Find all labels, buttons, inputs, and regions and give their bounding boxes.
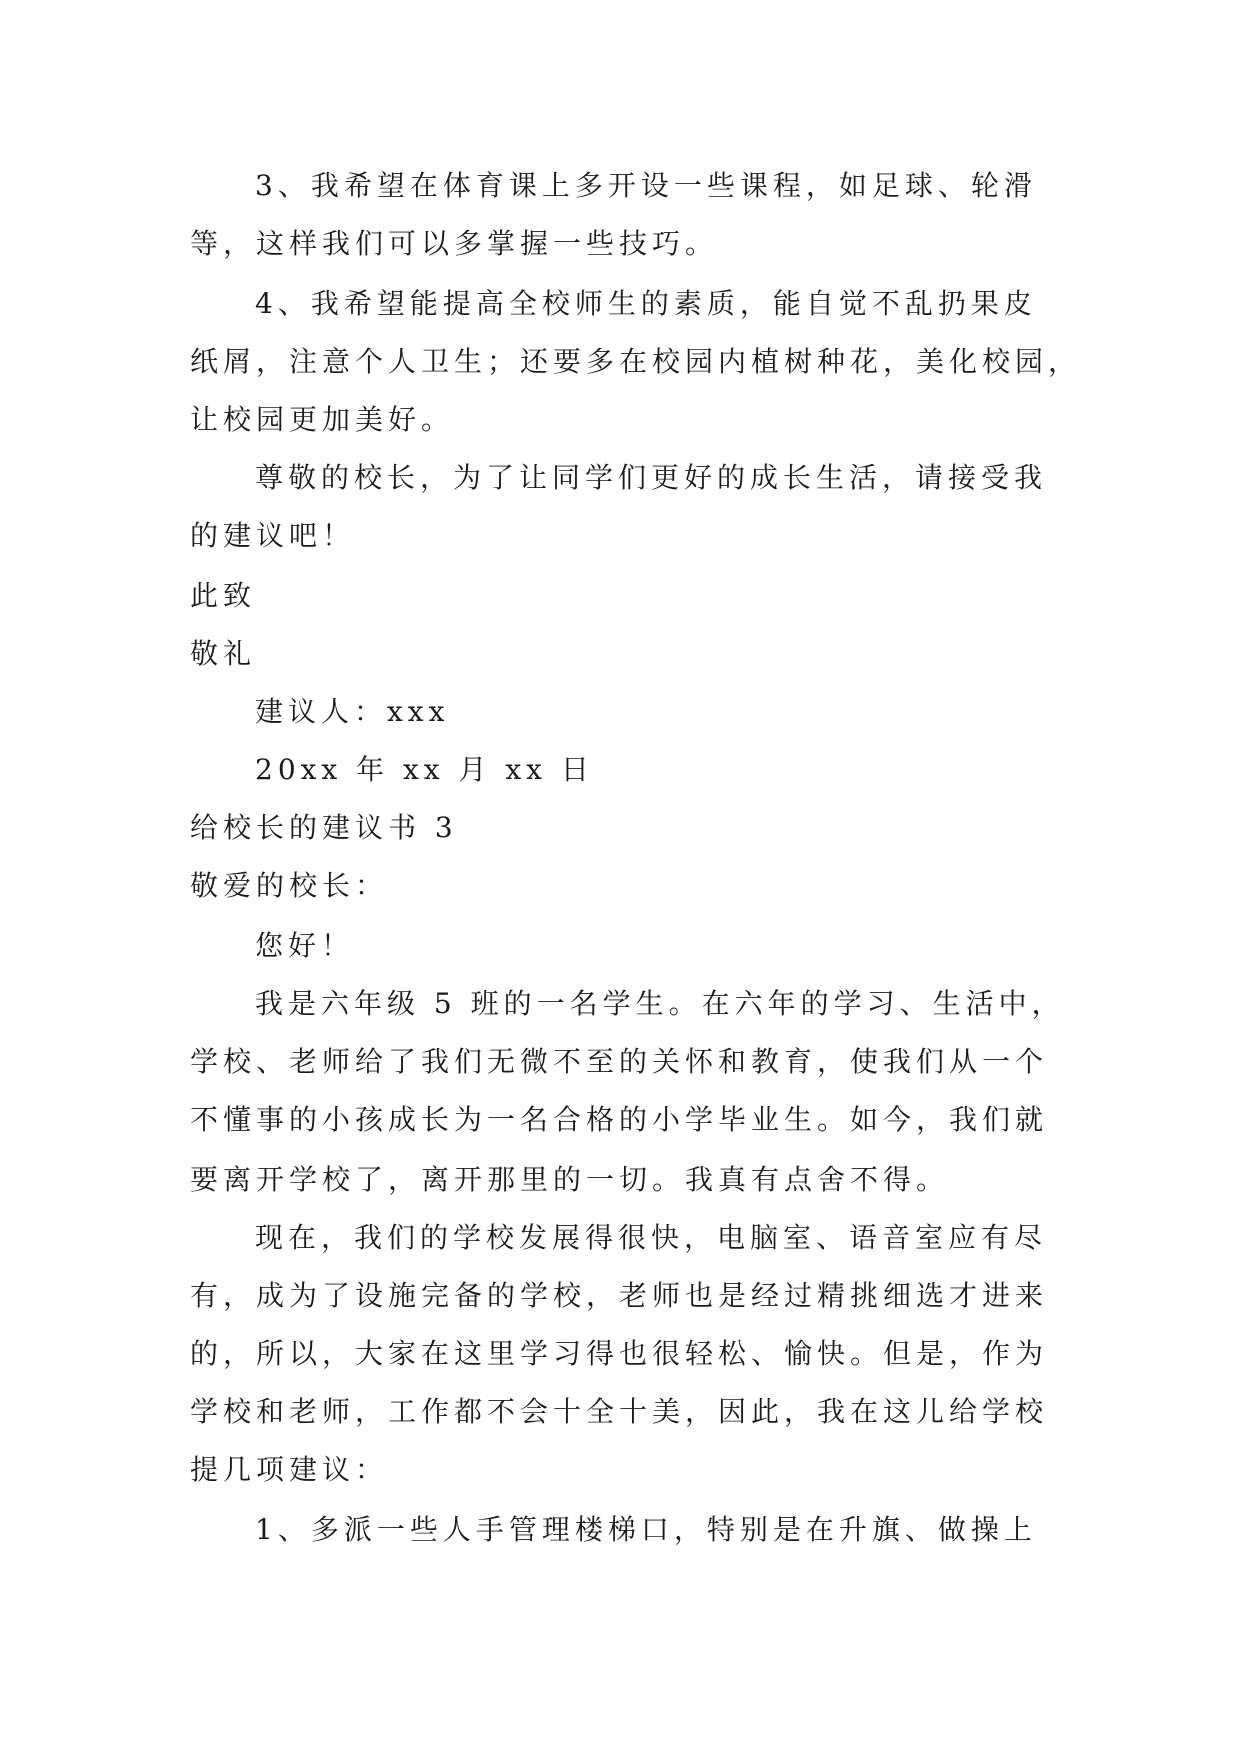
paragraph-line: 1、多派一些人手管理楼梯口，特别是在升旗、做操上: [255, 1513, 1037, 1546]
closing-regards: 敬礼: [190, 637, 257, 670]
paragraph-line: 尊敬的校长，为了让同学们更好的成长生活，请接受我: [255, 461, 1048, 494]
paragraph-line: 有，成为了设施完备的学校，老师也是经过精挑细选才进来: [190, 1279, 1049, 1312]
date-line: 20xx 年 xx 月 xx 日: [255, 753, 594, 786]
paragraph-line: 提几项建议：: [190, 1453, 389, 1486]
greeting-recipient: 敬爱的校长：: [190, 869, 389, 902]
paragraph-line: 纸屑，注意个人卫生；还要多在校园内植树种花，美化校园，: [190, 345, 1082, 378]
closing-salutation: 此致: [190, 579, 257, 612]
paragraph-line: 学校和老师，工作都不会十全十美，因此，我在这儿给学校: [190, 1395, 1049, 1428]
greeting: 您好！: [255, 929, 355, 962]
paragraph-line: 现在，我们的学校发展得很快，电脑室、语音室应有尽: [255, 1221, 1048, 1254]
section-title: 给校长的建议书 3: [190, 811, 458, 844]
paragraph-line: 的，所以，大家在这里学习得也很轻松、愉快。但是，作为: [190, 1337, 1049, 1370]
paragraph-line: 我是六年级 5 班的一名学生。在六年的学习、生活中，: [255, 987, 1065, 1020]
paragraph-line: 4、我希望能提高全校师生的素质，能自觉不乱扔果皮: [255, 287, 1037, 320]
paragraph-line: 3、我希望在体育课上多开设一些课程，如足球、轮滑: [255, 169, 1037, 202]
paragraph-line: 的建议吧！: [190, 519, 356, 552]
paragraph-line: 学校、老师给了我们无微不至的关怀和教育，使我们从一个: [190, 1045, 1049, 1078]
signature-line: 建议人：xxx: [255, 695, 450, 728]
paragraph-line: 等，这样我们可以多掌握一些技巧。: [190, 227, 719, 260]
paragraph-line: 要离开学校了，离开那里的一切。我真有点舍不得。: [190, 1163, 950, 1196]
paragraph-line: 不懂事的小孩成长为一名合格的小学毕业生。如今，我们就: [190, 1103, 1049, 1136]
paragraph-line: 让校园更加美好。: [190, 403, 455, 436]
